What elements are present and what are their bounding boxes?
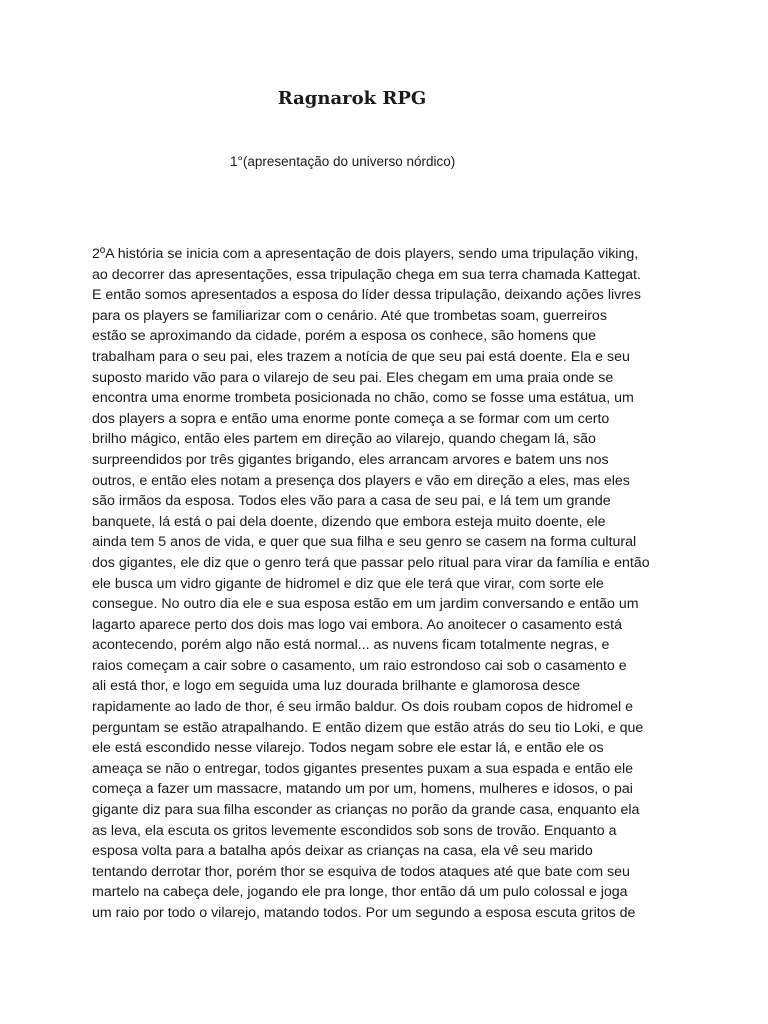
paragraph-line: brilho mágico, então eles partem em direção ao vilarejo, quando chegam lá, são [92,431,596,448]
paragraph-line: começa a fazer um massacre, matando um por um, homens, mulheres e idosos, o pai [92,781,633,798]
paragraph-line: dos players a sopra e então uma enorme ponte começa a se formar com um certo [92,410,610,427]
paragraph-line: ameaça se não o entregar, todos gigantes presentes puxam a sua espada e então ele [92,760,634,777]
paragraph-line: estão se aproximando da cidade, porém a esposa os conhece, são homens que [92,328,596,345]
paragraph-line: rapidamente ao lado de thor, é seu irmão baldur. Os dois roubam copos de hidromel e [92,699,634,716]
paragraph-line: ele busca um vidro gigante de hidromel e diz que ele terá que virar, com sorte ele [92,575,604,592]
paragraph-line: ali está thor, e logo em seguida uma luz dourada brilhante e glamorosa desce [92,678,581,695]
paragraph-line: 2ºA história se inicia com a apresentação de dois players, sendo uma tripulação viking, [92,246,639,262]
paragraph-line: outros, e então eles notam a presença dos players e vão em direção a eles, mas eles [92,472,630,489]
document-title: Ragnarok RPG [277,88,427,109]
paragraph-line: gigante diz para sua filha esconder as crianças no porão da grande casa, enquanto ela [92,802,640,819]
paragraph-line: dos gigantes, ele diz que o genro terá que passar pelo ritual para virar da família e então [92,554,650,571]
paragraph-line: para os players se familiarizar com o cenário. Até que trombetas soam, guerreiros [92,307,607,324]
paragraph-line: consegue. No outro dia ele e sua esposa estão em um jardim conversando e então um [92,596,639,613]
paragraph-line: martelo na cabeça dele, jogando ele pra longe, thor então dá um pulo colossal e joga [92,884,628,901]
paragraph-line: esposa volta para a batalha após deixar as crianças na casa, ela vê seu marido [92,843,593,860]
paragraph-line: são irmãos da esposa. Todos eles vão para a casa de seu pai, e lá tem um grande [92,493,611,510]
paragraph-line: suposto marido vão para o vilarejo de seu pai. Eles chegam em uma praia onde se [92,369,614,386]
paragraph-line: banquete, lá está o pai dela doente, dizendo que embora esteja muito doente, ele [92,513,606,530]
document-body-paragraph [92,244,674,924]
paragraph-line: perguntam se estão atrapalhando. E então dizem que estão atrás do seu tio Loki, e que [92,719,644,736]
paragraph-line: tentando derrotar thor, porém thor se esquiva de todos ataques até que bate com seu [92,863,630,880]
paragraph-line: um raio por todo o vilarejo, matando todos. Por um segundo a esposa escuta gritos de [92,905,636,921]
paragraph-line: encontra uma enorme trombeta posicionada no chão, como se fosse uma estátua, um [92,390,634,407]
paragraph-line: ao decorrer das apresentações, essa tripulação chega em sua terra chamada Kattegat. [92,266,641,283]
paragraph-line: trabalham para o seu pai, eles trazem a notícia de que seu pai está doente. Ela e seu [92,348,630,365]
paragraph-line: raios começam a cair sobre o casamento, um raio estrondoso cai sob o casamento e [92,657,627,674]
paragraph-line: surpreendidos por três gigantes brigando, eles arrancam arvores e batem uns nos [92,451,609,468]
paragraph-line: lagarto aparece perto dos dois mas logo vai embora. Ao anoitecer o casamento está [92,616,622,633]
paragraph-line: as leva, ela escuta os gritos levemente escondidos sob sons de trovão. Enquanto a [92,822,617,839]
paragraph-line: ele está escondido nesse vilarejo. Todos negam sobre ele estar lá, e então ele os [92,740,604,757]
paragraph-line: ainda tem 5 anos de vida, e quer que sua filha e seu genro se casem na forma cultural [92,534,637,551]
paragraph-line: acontecendo, porém algo não está normal... as nuvens ficam totalmente negras, e [92,637,610,654]
document-subtitle: 1°(apresentação do universo nórdico) [230,154,456,169]
paragraph-line: E então somos apresentados a esposa do líder dessa tripulação, deixando ações livres [92,287,641,304]
